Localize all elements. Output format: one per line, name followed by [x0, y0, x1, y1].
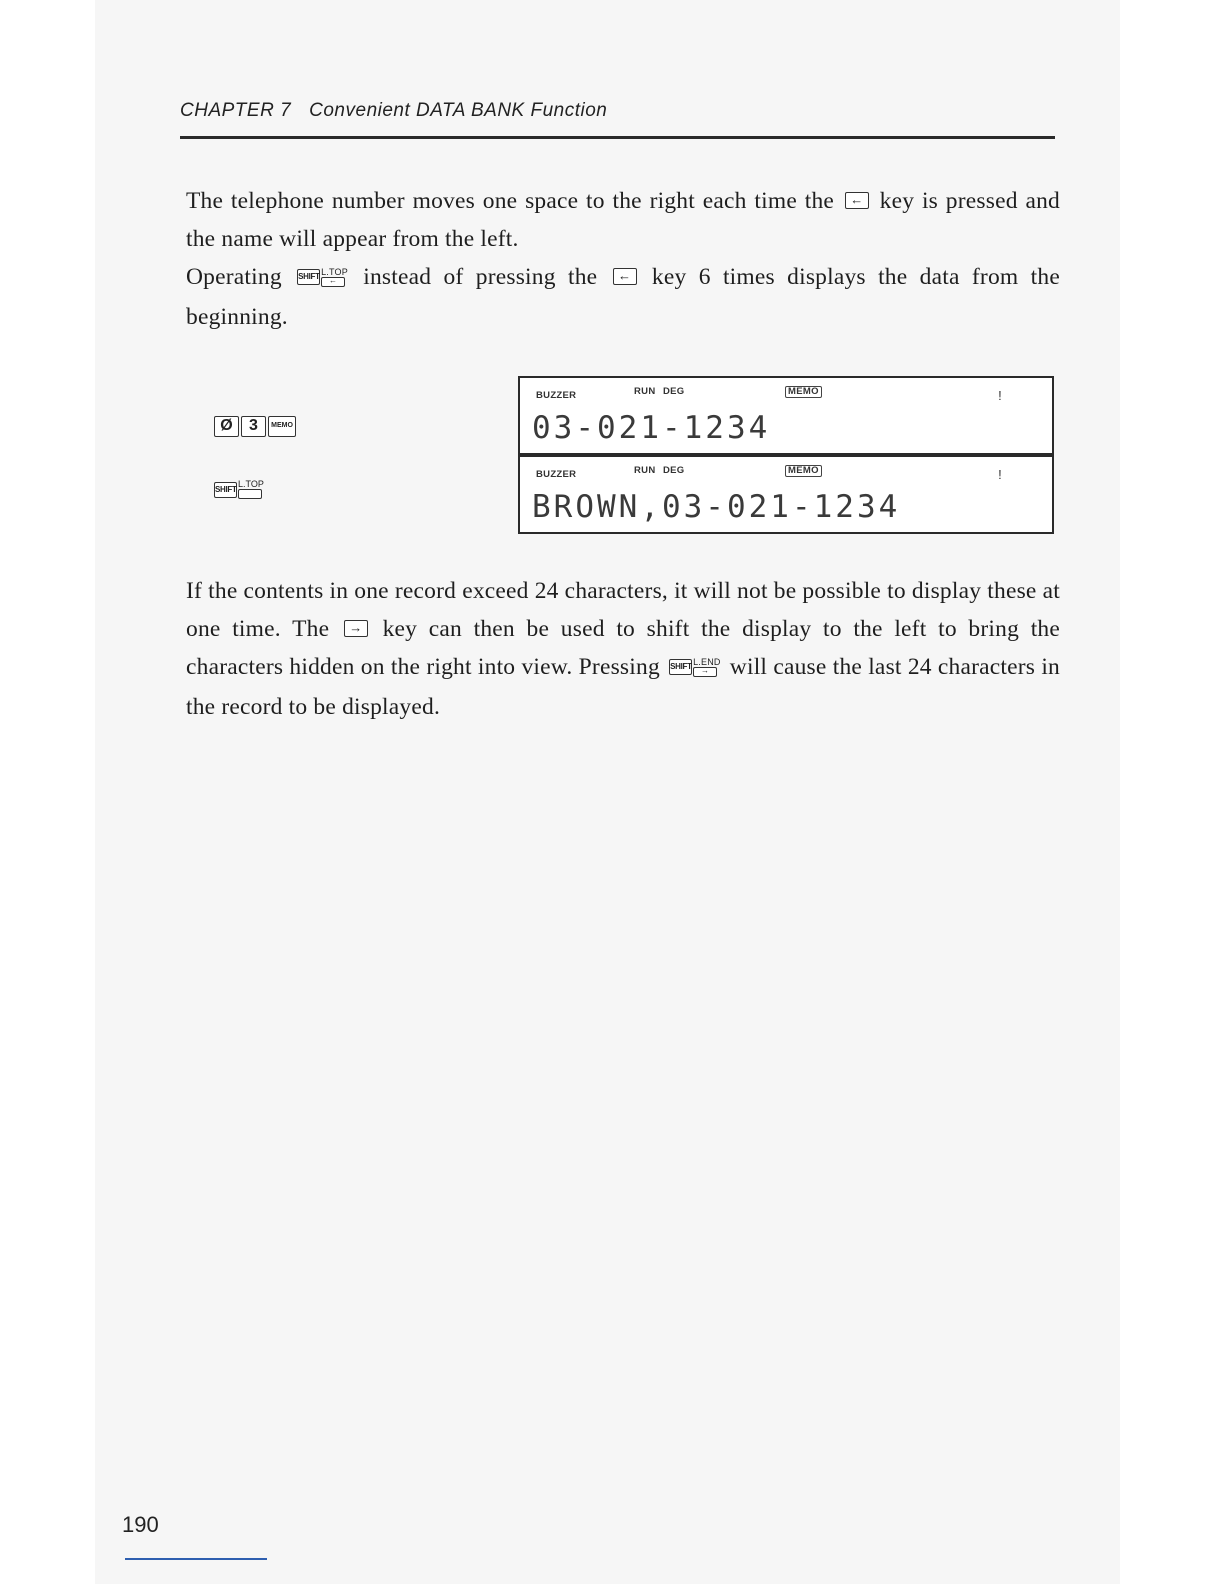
right-arrow-key-icon: → [344, 620, 368, 637]
memo-key-icon: MEMO [268, 416, 296, 437]
lcd-text: BROWN,03-021-1234 [532, 489, 901, 525]
left-arrow-key-icon: ← [845, 192, 869, 209]
page-number: 190 [122, 1512, 159, 1537]
paragraph-1-text-b: key is pressed and the name will appear from the left. [186, 188, 1061, 252]
left-arrow-key-icon: ← [321, 277, 345, 287]
exclamation-indicator: ! [998, 467, 1002, 482]
chapter-header [180, 100, 607, 122]
paragraph-1-text-a: The telephone number moves one space to the right each time the [186, 188, 835, 214]
chapter-label: CHAPTER 7 [180, 100, 292, 121]
paragraph-1-text-e: key 6 times displays the data from the beginning. [186, 264, 1060, 330]
lcd-display-1 [518, 376, 1054, 455]
header-rule [180, 136, 1055, 139]
paragraph-2 [186, 572, 1060, 726]
deg-indicator: DEG [663, 386, 685, 397]
key-sequence-shift-ltop [214, 480, 264, 499]
paragraph-1 [186, 182, 1060, 336]
blank-key-icon [238, 489, 262, 499]
shift-key-icon: SHIFT [214, 482, 237, 498]
run-indicator: RUN [634, 465, 656, 476]
zero-key-icon: Ø [214, 416, 239, 437]
exclamation-indicator: ! [998, 388, 1002, 403]
footer-rule [125, 1558, 267, 1560]
shift-lend-key-combo [669, 647, 721, 685]
lend-label: L.END [693, 656, 721, 667]
shift-key-icon: SHIFT [297, 269, 320, 285]
lcd-display-2 [518, 455, 1054, 534]
run-indicator: RUN [634, 386, 656, 397]
shift-ltop-key-combo [297, 257, 348, 295]
paragraph-2-text-b: key can then be used to shift the display to the left to bring the characters hidden on the right into view. Pressing [186, 616, 1061, 680]
paragraph-1-text-c: Operating [186, 264, 282, 290]
key-sequence-0-3-memo [214, 416, 296, 437]
shift-key-icon: SHIFT [669, 659, 692, 675]
ltop-label: L.TOP [238, 479, 264, 489]
three-key-icon: 3 [241, 416, 266, 437]
left-arrow-key-icon: ← [613, 268, 637, 285]
memo-indicator: MEMO [785, 386, 822, 398]
paragraph-1-text-d: instead of pressing the [363, 264, 598, 290]
lcd-text: 03-021-1234 [532, 410, 771, 446]
shift-ltop-key-combo [214, 480, 264, 499]
ltop-label: L.TOP [321, 266, 348, 277]
buzzer-indicator: BUZZER [536, 390, 577, 401]
right-arrow-key-icon: → [693, 667, 717, 677]
memo-indicator: MEMO [785, 465, 822, 477]
deg-indicator: DEG [663, 465, 685, 476]
chapter-title: Convenient DATA BANK Function [309, 100, 608, 121]
paragraph-2-text-a: If the contents in one record exceed 24 characters, it will not be possible to display these at one time. The [186, 578, 1060, 642]
buzzer-indicator: BUZZER [536, 469, 577, 480]
paragraph-2-text-c: will cause the last 24 characters in the record to be displayed. [186, 654, 1060, 720]
